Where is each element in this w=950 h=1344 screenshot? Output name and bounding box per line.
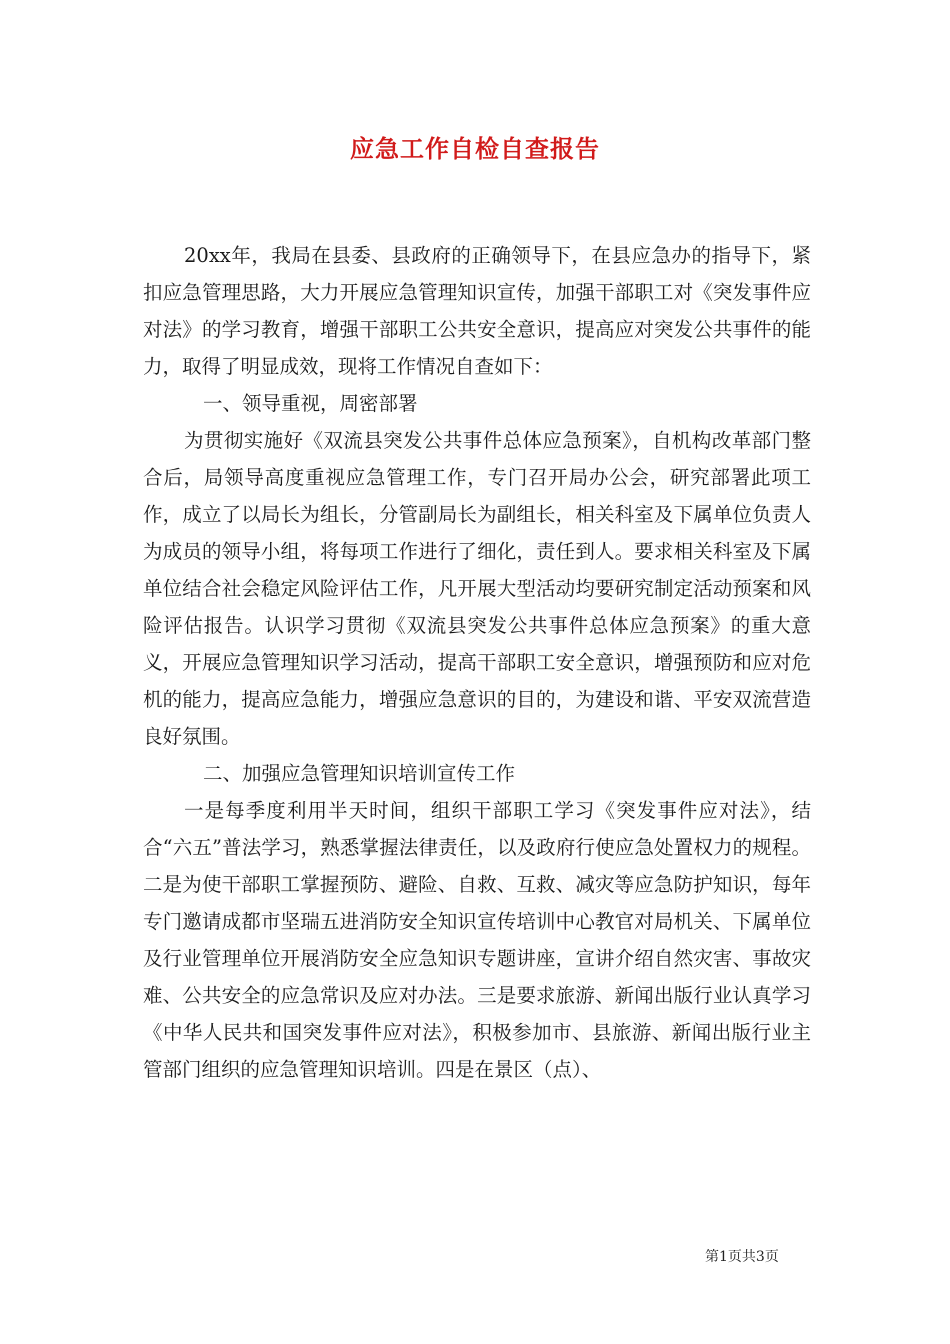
section-heading-2: 二、加强应急管理知识培训宣传工作 [203, 762, 516, 785]
section-2-paragraph: 一是每季度利用半天时间，组织干部职工学习《突发事件应对法》，结合“六五”普法学习，熟悉掌握法律责任，以及政府行使应急处置权力的规程。二是为使干部职工掌握预防、避险、自救、互救、减灾等应急防护知识，每年专门邀请成都市坚瑞五进消防安全知识宣传培训中心教官对局机关、下属单位及行业管理单位开展消防安全应急知识专题讲座，宣讲介绍自然灾害、事故灾难、公共安全的应急常识及应对办法。三是要求旅游、新闻出版行业认真学习《中华人民共和国突发事件应对法》，积极参加市、县旅游、新闻出版行业主管部门组织的应急管理知识培训。四是在景区（点）、 [143, 799, 811, 1081]
intro-paragraph: 20xx年，我局在县委、县政府的正确领导下，在县应急办的指导下，紧扣应急管理思路，大力开展应急管理知识宣传，加强干部职工对《突发事件应对法》的学习教育，增强干部职工公共安全意识，提高应对突发公共事件的能力，取得了明显成效，现将工作情况自查如下： [143, 244, 811, 378]
document-body [143, 237, 811, 1088]
document-title: 应急工作自检自查报告 [350, 134, 600, 163]
page-number-footer: 第1页共3页 [705, 1249, 779, 1265]
section-1-paragraph: 为贯彻实施好《双流县突发公共事件总体应急预案》，自机构改革部门整合后，局领导高度重视应急管理工作，专门召开局办公会，研究部署此项工作，成立了以局长为组长，分管副局长为副组长，相关科室及下属单位负责人为成员的领导小组，将每项工作进行了细化，责任到人。要求相关科室及下属单位结合社会稳定风险评估工作，凡开展大型活动均要研究制定活动预案和风险评估报告。认识学习贯彻《双流县突发公共事件总体应急预案》的重大意义，开展应急管理知识学习活动，提高干部职工安全意识，增强预防和应对危机的能力，提高应急能力，增强应急意识的目的，为建设和谐、平安双流营造良好氛围。 [143, 429, 811, 748]
section-heading-1: 一、领导重视，周密部署 [203, 392, 418, 415]
